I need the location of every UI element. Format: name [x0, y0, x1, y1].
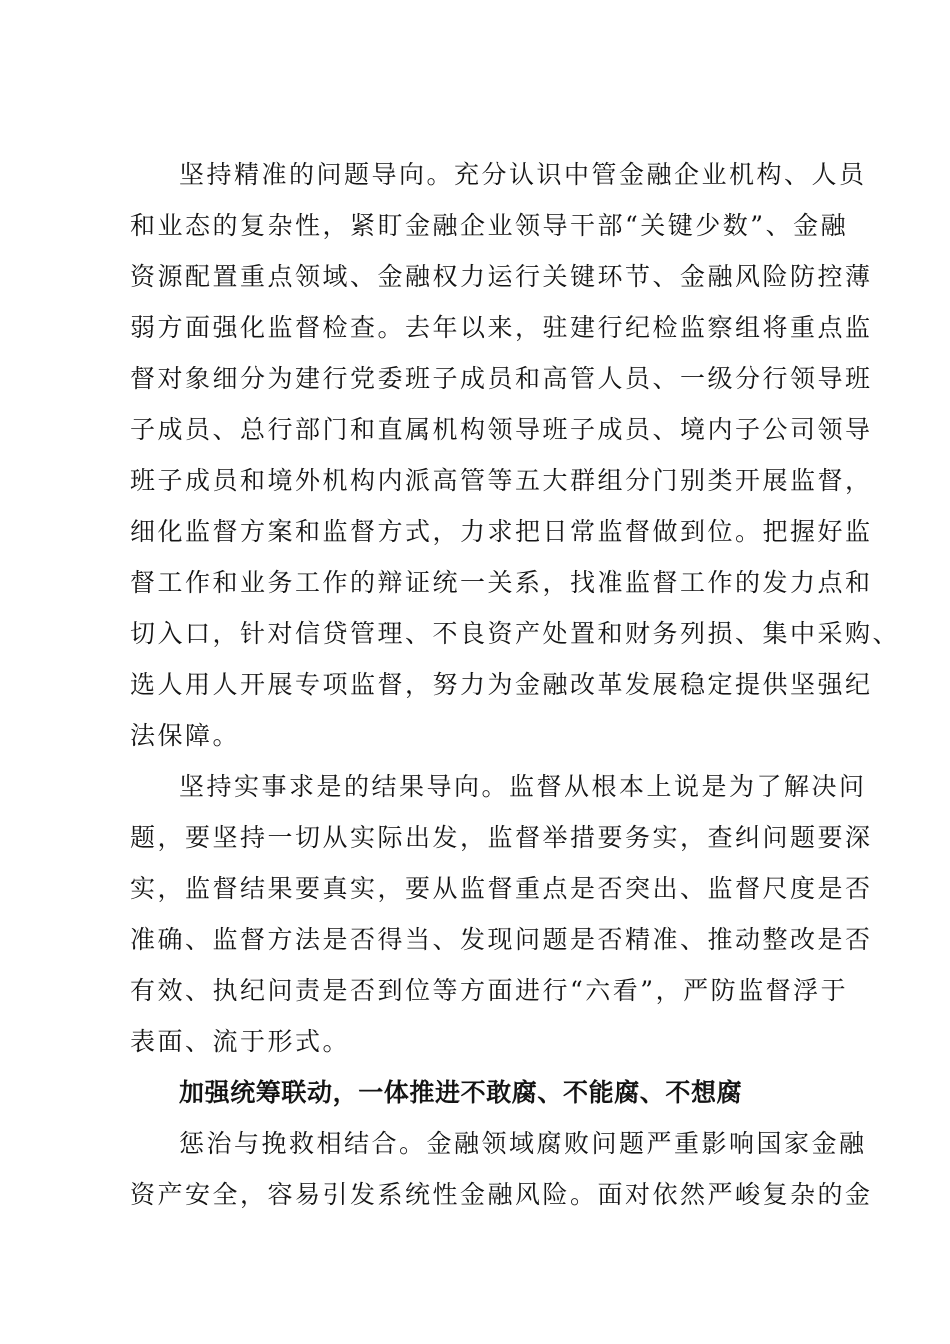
paragraph-1-line-3: 资源配置重点领域、金融权力运行关键环节、金融风险防控薄 — [130, 262, 873, 291]
paragraph-1-line-4: 弱方面强化监督检查。去年以来，驻建行纪检监察组将重点监 — [130, 313, 873, 342]
paragraph-2-line-2: 题，要坚持一切从实际出发，监督举措要务实，查纠问题要深 — [130, 823, 873, 852]
paragraph-1-line-12: 法保障。 — [130, 721, 241, 750]
paragraph-1-line-5: 督对象细分为建行党委班子成员和高管人员、一级分行领导班 — [130, 364, 873, 393]
paragraph-2-line-4: 准确、监督方法是否得当、发现问题是否精准、推动整改是否 — [130, 925, 873, 954]
paragraph-2-line-1: 坚持实事求是的结果导向。监督从根本上说是为了解决问 — [179, 772, 867, 801]
paragraph-3-line-2: 资产安全，容易引发系统性金融风险。面对依然严峻复杂的金 — [130, 1180, 873, 1209]
paragraph-1-line-2: 和业态的复杂性，紧盯金融企业领导干部“关键少数”、金融 — [130, 211, 849, 240]
paragraph-1-line-7: 班子成员和境外机构内派高管等五大群组分门别类开展监督， — [130, 466, 873, 495]
paragraph-3-line-1: 惩治与挽救相结合。金融领域腐败问题严重影响国家金融 — [179, 1129, 867, 1158]
paragraph-1-line-10: 切入口，针对信贷管理、不良资产处置和财务列损、集中采购、 — [130, 619, 901, 648]
paragraph-1-line-1: 坚持精准的问题导向。充分认识中管金融企业机构、人员 — [179, 160, 867, 189]
paragraph-2-line-3: 实，监督结果要真实，要从监督重点是否突出、监督尺度是否 — [130, 874, 873, 903]
paragraph-1-line-9: 督工作和业务工作的辩证统一关系，找准监督工作的发力点和 — [130, 568, 873, 597]
section-heading: 加强统筹联动，一体推进不敢腐、不能腐、不想腐 — [179, 1078, 743, 1107]
paragraph-1-line-6: 子成员、总行部门和直属机构领导班子成员、境内子公司领导 — [130, 415, 873, 444]
paragraph-2-line-6: 表面、流于形式。 — [130, 1027, 351, 1056]
paragraph-2-line-5: 有效、执纪问责是否到位等方面进行“六看”，严防监督浮于 — [130, 976, 849, 1005]
paragraph-1-line-8: 细化监督方案和监督方式，力求把日常监督做到位。把握好监 — [130, 517, 873, 546]
paragraph-1-line-11: 选人用人开展专项监督，努力为金融改革发展稳定提供坚强纪 — [130, 670, 873, 699]
